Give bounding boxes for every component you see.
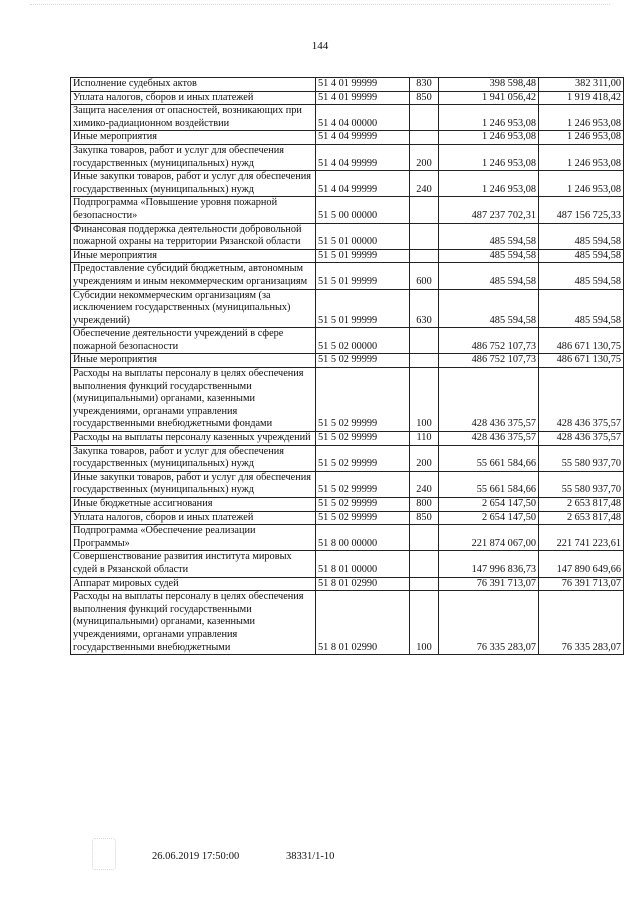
row-sum-1: 398 598,48 (439, 78, 539, 92)
row-expense-type: 600 (410, 263, 439, 289)
table-row (71, 445, 624, 471)
row-sum-1: 486 752 107,73 (439, 328, 539, 354)
row-code: 51 4 04 00000 (316, 105, 410, 131)
row-name: Предоставление субсидий бюджетным, автономным учреждениям и иным некоммерческим организациям (71, 263, 316, 289)
row-expense-type: 240 (410, 471, 439, 497)
row-expense-type: 850 (410, 511, 439, 525)
row-code: 51 5 02 99999 (316, 354, 410, 368)
row-name: Иные закупки товаров, работ и услуг для обеспечения государственных (муниципальных) нужд (71, 171, 316, 197)
row-sum-1: 428 436 375,57 (439, 368, 539, 432)
table-row (71, 498, 624, 512)
budget-table-body (71, 78, 624, 655)
row-sum-2: 485 594,58 (539, 263, 624, 289)
row-sum-2: 1 246 953,08 (539, 105, 624, 131)
row-name: Защита населения от опасностей, возникающих при химико-радиационном воздействии (71, 105, 316, 131)
row-name: Расходы на выплаты персоналу в целях обеспечения выполнения функций государственными (муниципальными) органами, казенными учреждениями, органами управления государственными внебюджетными (71, 591, 316, 655)
row-name: Иные мероприятия (71, 249, 316, 263)
row-name: Иные бюджетные ассигнования (71, 498, 316, 512)
row-expense-type (410, 551, 439, 577)
row-code: 51 8 00 00000 (316, 525, 410, 551)
row-code: 51 5 02 99999 (316, 511, 410, 525)
row-name: Подпрограмма «Обеспечение реализации Программы» (71, 525, 316, 551)
row-name: Подпрограмма «Повышение уровня пожарной безопасности» (71, 197, 316, 223)
row-sum-2: 487 156 725,33 (539, 197, 624, 223)
row-name: Иные мероприятия (71, 131, 316, 145)
table-row (71, 91, 624, 105)
row-sum-2: 1 246 953,08 (539, 131, 624, 145)
row-name: Уплата налогов, сборов и иных платежей (71, 91, 316, 105)
table-row (71, 511, 624, 525)
row-sum-2: 486 671 130,75 (539, 328, 624, 354)
row-sum-1: 1 246 953,08 (439, 144, 539, 170)
row-expense-type: 100 (410, 368, 439, 432)
row-code: 51 5 01 99999 (316, 263, 410, 289)
row-sum-2: 2 653 817,48 (539, 498, 624, 512)
row-sum-1: 1 246 953,08 (439, 131, 539, 145)
row-code: 51 8 01 02990 (316, 591, 410, 655)
row-expense-type: 200 (410, 144, 439, 170)
row-name: Закупка товаров, работ и услуг для обеспечения государственных (муниципальных) нужд (71, 445, 316, 471)
row-expense-type: 110 (410, 432, 439, 446)
row-code: 51 5 02 99999 (316, 471, 410, 497)
row-code: 51 5 02 99999 (316, 432, 410, 446)
row-sum-1: 485 594,58 (439, 223, 539, 249)
table-row (71, 78, 624, 92)
row-expense-type (410, 249, 439, 263)
row-sum-1: 486 752 107,73 (439, 354, 539, 368)
row-expense-type (410, 197, 439, 223)
row-sum-1: 76 391 713,07 (439, 577, 539, 591)
row-code: 51 5 02 99999 (316, 368, 410, 432)
row-sum-1: 485 594,58 (439, 263, 539, 289)
row-code: 51 4 01 99999 (316, 91, 410, 105)
row-sum-1: 487 237 702,31 (439, 197, 539, 223)
row-name: Аппарат мировых судей (71, 577, 316, 591)
row-sum-1: 485 594,58 (439, 249, 539, 263)
table-row (71, 577, 624, 591)
scan-edge-dots (30, 4, 610, 5)
row-sum-1: 55 661 584,66 (439, 445, 539, 471)
row-name: Субсидии некоммерческим организациям (за исключением государственных (муниципальных) учреждений) (71, 289, 316, 328)
row-code: 51 4 04 99999 (316, 131, 410, 145)
row-name: Закупка товаров, работ и услуг для обеспечения государственных (муниципальных) нужд (71, 144, 316, 170)
budget-table (70, 77, 624, 655)
row-expense-type (410, 105, 439, 131)
row-code: 51 5 01 99999 (316, 289, 410, 328)
row-sum-1: 1 941 056,42 (439, 91, 539, 105)
row-expense-type (410, 223, 439, 249)
row-code: 51 8 01 02990 (316, 577, 410, 591)
row-code: 51 5 02 00000 (316, 328, 410, 354)
row-sum-1: 1 246 953,08 (439, 171, 539, 197)
row-name: Совершенствование развития института мировых судей в Рязанской области (71, 551, 316, 577)
row-sum-2: 76 335 283,07 (539, 591, 624, 655)
row-sum-1: 428 436 375,57 (439, 432, 539, 446)
row-sum-2: 55 580 937,70 (539, 445, 624, 471)
row-expense-type: 100 (410, 591, 439, 655)
row-sum-2: 486 671 130,75 (539, 354, 624, 368)
watermark-stamp (440, 845, 600, 869)
row-sum-2: 485 594,58 (539, 249, 624, 263)
row-code: 51 5 00 00000 (316, 197, 410, 223)
row-expense-type (410, 577, 439, 591)
row-name: Обеспечение деятельности учреждений в сфере пожарной безопасности (71, 328, 316, 354)
row-name: Расходы на выплаты персоналу казенных учреждений (71, 432, 316, 446)
table-row (71, 328, 624, 354)
table-row (71, 249, 624, 263)
row-code: 51 5 01 00000 (316, 223, 410, 249)
row-expense-type (410, 328, 439, 354)
row-sum-2: 382 311,00 (539, 78, 624, 92)
table-row (71, 289, 624, 328)
footer-doc-number: 38331/1-10 (286, 851, 335, 862)
row-sum-2: 1 919 418,42 (539, 91, 624, 105)
page-number: 144 (311, 40, 329, 52)
seal-mark (92, 838, 116, 870)
row-sum-1: 76 335 283,07 (439, 591, 539, 655)
row-name: Иные мероприятия (71, 354, 316, 368)
row-name: Иные закупки товаров, работ и услуг для обеспечения государственных (муниципальных) нужд (71, 471, 316, 497)
table-row (71, 525, 624, 551)
table-row (71, 105, 624, 131)
row-sum-1: 221 874 067,00 (439, 525, 539, 551)
row-sum-2: 147 890 649,66 (539, 551, 624, 577)
row-name: Исполнение судебных актов (71, 78, 316, 92)
row-sum-2: 2 653 817,48 (539, 511, 624, 525)
row-sum-1: 55 661 584,66 (439, 471, 539, 497)
row-expense-type: 630 (410, 289, 439, 328)
table-row (71, 223, 624, 249)
table-row (71, 591, 624, 655)
row-code: 51 5 02 99999 (316, 445, 410, 471)
row-sum-1: 485 594,58 (439, 289, 539, 328)
table-row (71, 471, 624, 497)
table-row (71, 432, 624, 446)
row-sum-2: 221 741 223,61 (539, 525, 624, 551)
row-name: Финансовая поддержка деятельности добровольной пожарной охраны на территории Рязанской области (71, 223, 316, 249)
row-name: Уплата налогов, сборов и иных платежей (71, 511, 316, 525)
row-expense-type (410, 131, 439, 145)
row-expense-type: 850 (410, 91, 439, 105)
row-name: Расходы на выплаты персоналу в целях обеспечения выполнения функций государственными (муниципальными) органами, казенными учреждениями, органами управления государственными внебюджетными фондами (71, 368, 316, 432)
row-sum-2: 485 594,58 (539, 289, 624, 328)
footer-datetime: 26.06.2019 17:50:00 (152, 851, 240, 862)
row-code: 51 4 04 99999 (316, 144, 410, 170)
row-sum-2: 1 246 953,08 (539, 144, 624, 170)
row-sum-1: 1 246 953,08 (439, 105, 539, 131)
table-row (71, 354, 624, 368)
row-code: 51 5 02 99999 (316, 498, 410, 512)
row-sum-2: 55 580 937,70 (539, 471, 624, 497)
table-row (71, 131, 624, 145)
row-expense-type: 200 (410, 445, 439, 471)
table-row (71, 171, 624, 197)
row-expense-type (410, 354, 439, 368)
row-expense-type (410, 525, 439, 551)
row-expense-type: 830 (410, 78, 439, 92)
row-sum-2: 428 436 375,57 (539, 368, 624, 432)
row-expense-type: 240 (410, 171, 439, 197)
row-sum-2: 1 246 953,08 (539, 171, 624, 197)
row-sum-1: 147 996 836,73 (439, 551, 539, 577)
table-row (71, 368, 624, 432)
row-sum-2: 485 594,58 (539, 223, 624, 249)
row-code: 51 5 01 99999 (316, 249, 410, 263)
row-sum-2: 76 391 713,07 (539, 577, 624, 591)
row-sum-1: 2 654 147,50 (439, 498, 539, 512)
row-sum-1: 2 654 147,50 (439, 511, 539, 525)
row-code: 51 4 04 99999 (316, 171, 410, 197)
row-code: 51 4 01 99999 (316, 78, 410, 92)
row-sum-2: 428 436 375,57 (539, 432, 624, 446)
table-row (71, 551, 624, 577)
table-row (71, 144, 624, 170)
table-row (71, 263, 624, 289)
row-expense-type: 800 (410, 498, 439, 512)
row-code: 51 8 01 00000 (316, 551, 410, 577)
table-row (71, 197, 624, 223)
